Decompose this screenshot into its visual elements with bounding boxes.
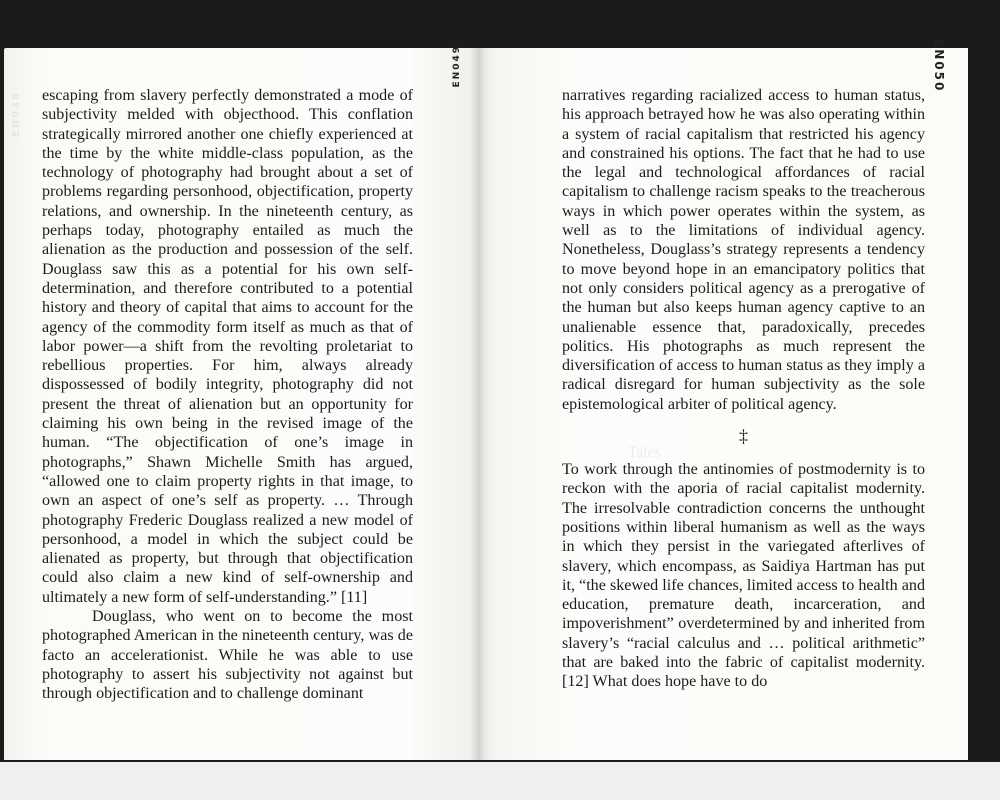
- table-surface: [0, 762, 1000, 800]
- left-page-number: EN049: [452, 45, 462, 88]
- left-paragraph-1: escaping from slavery perfectly demonstrated a mode of subjectivity melded with objecthood. This conflation strategically mirrored another one chiefly experienced at the time by the white middle-class population, as the technology of photography had brought about a set of problems regarding personhood, objectification, property relations, and ownership. In the nineteenth century, as perhaps today, photography entailed as much the alienation as the production and possession of the self. Douglass saw this as a potential for his own self-determination, and therefore contributed to a potential history and theory of capital that aims to account for the agency of the commodity form itself as much as that of labor power—a shift from the revolting proletariat to rebellious properties. For him, always already dispossessed of bodily integrity, photography did not present the threat of alienation but an opportunity for claiming his own being in the revised image of the human. “The objectification of one’s image in photographs,” Shawn Michelle Smith has argued, “allowed one to claim property rights in that image, to own an aspect of one’s self as property. … Through photography Frederic Douglass realized a new model of personhood, a model in which the subject could be alienated as property, but through that objectification could also claim a new kind of self-ownership and ultimately a new form of self-understanding.” [11]: [42, 87, 413, 606]
- show-through-folio: EN048: [11, 91, 22, 138]
- left-page-text: [42, 86, 413, 704]
- book-gutter: [470, 48, 486, 760]
- left-paragraph-2: Douglass, who went on to become the most photographed American in the nineteenth century, was de facto an accelerationist. While he was able to use photography to assert his subjectivity not against but through objectification and to challenge dominant: [42, 608, 413, 703]
- right-page-number: EN050: [932, 39, 946, 93]
- left-page: [4, 48, 478, 760]
- section-break-dagger: ‡: [739, 426, 748, 447]
- right-paragraph-1: narratives regarding racialized access to human status, his approach betrayed how he was also operating within a system of racial capitalism that restricted his agency and constrained his options. The fact that he had to use the legal and technological affordances of racial capitalism to challenge racism speaks to the treacherous ways in which power operates within the system, as well as to the limitations of individual agency. Nonetheless, Douglass’s strategy represents a tendency to move beyond hope in an emancipatory politics that not only considers political agency as a prerogative of the human but also keeps human agency captive to an unalienable essence that, paradoxically, precedes politics. His photographs as much represent the diversification of access to human status as they imply a radical disregard for human subjectivity as the sole epistemological arbiter of political agency.: [562, 87, 925, 413]
- right-page-text: [562, 86, 925, 692]
- right-page: [478, 48, 968, 760]
- right-paragraph-2: To work through the antinomies of postmodernity is to reckon with the aporia of racial capitalist modernity. The irresolvable contradiction concerns the unthought positions within liberal humanism as well as the ways in which they persist in the variegated afterlives of slavery, which encompass, as Saidiya Hartman has put it, “the skewed life chances, limited access to health and education, premature death, incarceration, and impoverishment” overdetermined by and inherited from slavery’s “racial calculus and … political arithmetic” that are baked into the fabric of capitalist modernity. [12] What does hope have to do: [562, 461, 925, 691]
- show-through-text: Tales: [628, 444, 661, 461]
